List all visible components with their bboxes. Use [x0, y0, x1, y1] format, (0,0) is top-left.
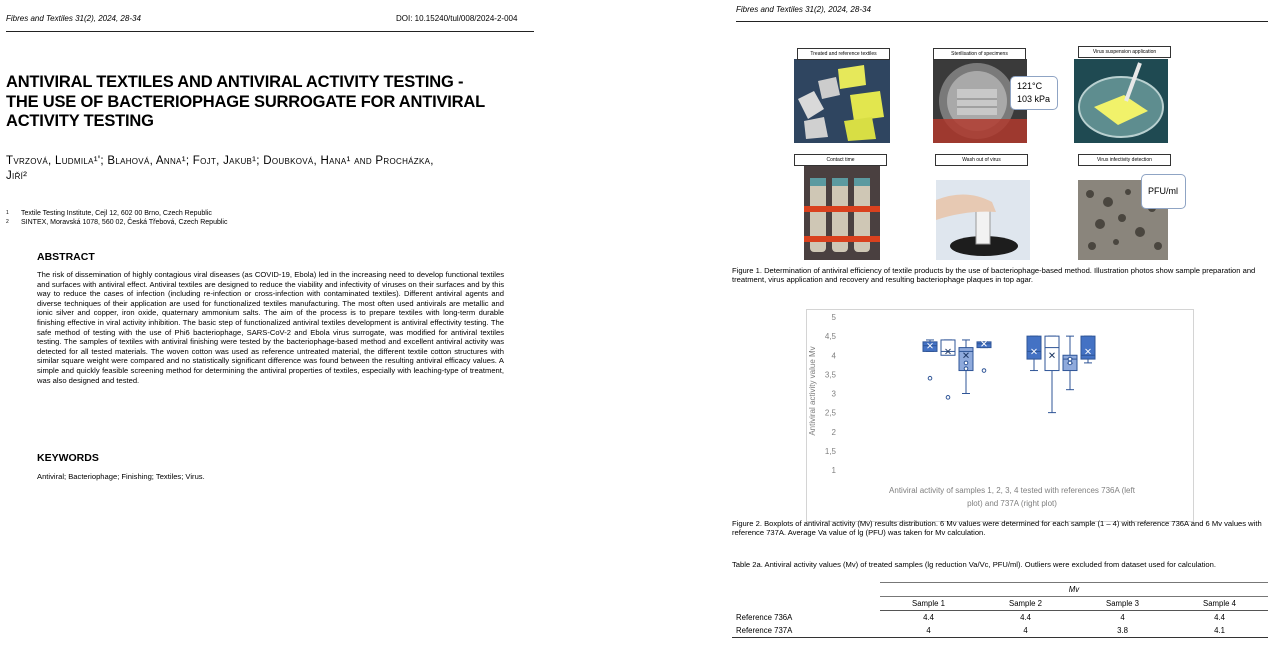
left-header-journal: Fibres and Textiles 31(2), 2024, 28-34 [6, 14, 141, 23]
affiliation [6, 209, 212, 218]
textile-samples-photo [794, 59, 890, 143]
figure1-panel-label: Contact time [794, 154, 887, 166]
author-line: Tvrzová, Ludmila¹'; Blahová, Anna¹; Fojt, Jakub¹; Doubková, Hana¹ and Procházka, [6, 155, 434, 167]
figure1-panel-label: Sterilisation of specimens [933, 48, 1026, 60]
table-cell: 4 [1120, 613, 1125, 622]
table-row-label: Reference 736A [736, 612, 793, 622]
pfu-text: PFU/ml [1148, 186, 1178, 196]
figure2-caption: Figure 2. Boxplots of antiviral activity (Mv) results distribution. 6 Mv values were determined for each sample (1 – 4) with reference 736A and 6 Mv values with reference 737A. Average Va value of lg (PFU) was taken for Mv calculation. [732, 519, 1262, 537]
tubes-rack-photo [804, 166, 880, 260]
figure2-boxplot-chart [806, 309, 1192, 520]
table-cell: 4.1 [1171, 624, 1268, 638]
table-column-header: Sample 4 [1171, 597, 1268, 611]
box-outlier-point [1068, 361, 1072, 365]
paper-title [6, 73, 546, 132]
y-tick-label: 5 [831, 313, 836, 322]
keywords-heading: KEYWORDS [37, 452, 99, 464]
left-header-doi: DOI: 10.15240/tul/008/2024-2-004 [396, 14, 518, 23]
x-axis-label-line: plot) and 737A (right plot) [967, 499, 1057, 508]
table-group-header-row [732, 583, 1268, 597]
box-body [1027, 336, 1041, 359]
table-header-row [732, 597, 1268, 611]
table-cell: 4.4 [1214, 613, 1225, 622]
pfu-callout [1141, 174, 1186, 209]
box-body [941, 340, 955, 355]
table-row-label: Reference 737A [732, 624, 880, 638]
table-row [732, 611, 1268, 625]
affiliation-number: 2 [6, 219, 9, 225]
box-outlier-point [982, 369, 986, 373]
table-cell: 4 [880, 624, 977, 638]
box-body [977, 342, 991, 348]
figure1-caption: Figure 1. Determination of antiviral efficiency of textile products by the use of bacteriophage-based method. Illustration photos show sample preparation and treatment, virus application and recovery and resulting bacteriophage plaques in top agar. [732, 266, 1256, 284]
paper-title-line: ANTIVIRAL TEXTILES AND ANTIVIRAL ACTIVITY TESTING - [6, 73, 464, 91]
y-tick-label: 2,5 [824, 408, 836, 418]
temperature-text: 121°C [1017, 81, 1043, 91]
y-tick-label: 4 [831, 351, 836, 361]
autoclave-conditions-callout [1010, 76, 1058, 110]
pressure-text: 103 kPa [1017, 94, 1051, 104]
y-axis-label: Antiviral activity value Mv [808, 346, 817, 436]
box-outlier-point [1068, 357, 1072, 361]
author-line: Jiří² [6, 170, 28, 182]
box-outlier-point [964, 367, 968, 371]
abstract-text: The risk of dissemination of highly contagious viral diseases (as COVID-19, Ebola) led in the increasing need to develop functional textiles and surfaces with antiviral effect. Antiviral textiles are designed to reduce the viability and infectivity of viruses on their surfaces and by this way to reduce the cases of infection (including re-infection or cross-infection with contaminated textiles). Different antiviral agents and diverse techniques of their application are used for functionalized textiles manufacturing. The most often used antivirals are metallic and ionic silver and copper, iron oxide, quaternary ammonium salts. The aim of the process is to prepare textiles with long-term durable finishing effective in viral activity inhibition. The basic step of functionalized antiviral textiles development is antiviral effectivity testing. The safe method of testing with the use of Phi6 bacteriophage, SARS-CoV-2 and Ebola virus surrogate, was modified for antiviral textiles testing. The samples of textiles with antiviral finishing were tested by the bacteriophage-based method and excellent antiviral activity was detected for all tested materials. The woven cotton was used as reference untreated material, the different textile cotton structures with similar square weight were compared and no statistically significant difference was found between the resulting antiviral efficacy values. A simple and quickly feasible screening method for determining the antiviral properties of textiles, especially with leaching-type of treatment, was also designed and tested. [37, 270, 504, 385]
table-cell: 4 [977, 624, 1074, 638]
table2a [732, 582, 1268, 638]
y-tick-label: 3 [831, 389, 836, 399]
pipette-petri-photo [1074, 59, 1168, 143]
table-cell: 4.4 [923, 613, 934, 622]
right-header-journal: Fibres and Textiles 31(2), 2024, 28-34 [736, 5, 871, 14]
box-outlier-point [928, 376, 932, 380]
table-cell: 4.4 [1020, 613, 1031, 622]
table-cell: 3.8 [1074, 624, 1171, 638]
author-list [6, 154, 566, 184]
y-tick-label: 1 [831, 466, 836, 475]
y-tick-label: 2 [831, 427, 836, 437]
paper-title-line: ACTIVITY TESTING [6, 112, 154, 130]
box-body [1045, 336, 1059, 370]
table-group-header: Mv [880, 583, 1268, 597]
affiliation [6, 218, 227, 227]
table-column-header: Sample 1 [880, 597, 977, 611]
boxplot-marks [923, 336, 1095, 413]
table-column-header: Sample 2 [977, 597, 1074, 611]
vortex-photo [936, 180, 1030, 260]
affiliation-text: Textile Testing Institute, Cejl 12, 602 00 Brno, Czech Republic [21, 210, 212, 217]
abstract-heading: ABSTRACT [37, 251, 95, 263]
figure1-panel-label: Virus infectivity detection [1078, 154, 1171, 166]
keywords-text: Antiviral; Bacteriophage; Finishing; Textiles; Virus. [37, 472, 205, 481]
x-axis-label-line: Antiviral activity of samples 1, 2, 3, 4 tested with references 736A (left [889, 486, 1135, 495]
left-page-blank-area [0, 498, 598, 661]
figure1-panel-label: Wash out of virus [935, 154, 1028, 166]
affiliation-text: SINTEX, Moravská 1078, 560 02, Česká Třebová, Czech Republic [21, 219, 228, 226]
table-column-header: Sample 3 [1074, 597, 1171, 611]
figure1-panel-label: Treated and reference textiles [797, 48, 890, 60]
box-outlier-point [946, 396, 950, 400]
box-outlier-point [964, 361, 968, 365]
right-header-rule [736, 21, 1268, 22]
figure1-panel-label: Virus suspension application [1078, 46, 1171, 58]
page-gutter [598, 0, 726, 661]
table2a-caption: Table 2a. Antiviral activity values (Mv) of treated samples (lg reduction Va/Vc, PFU/ml). Outliers were excluded from dataset used for calculation. [732, 560, 1216, 569]
y-tick-label: 3,5 [824, 370, 836, 380]
left-header-rule [6, 31, 534, 32]
paper-title-line: THE USE OF BACTERIOPHAGE SURROGATE FOR ANTIVIRAL [6, 92, 485, 111]
table-row [732, 624, 1268, 638]
y-tick-label: 1,5 [824, 446, 836, 456]
left-page [0, 0, 598, 498]
affiliation-number: 1 [6, 210, 9, 216]
y-tick-label: 4,5 [824, 332, 836, 342]
y-axis-ticks [825, 313, 837, 475]
box-body [923, 342, 937, 352]
